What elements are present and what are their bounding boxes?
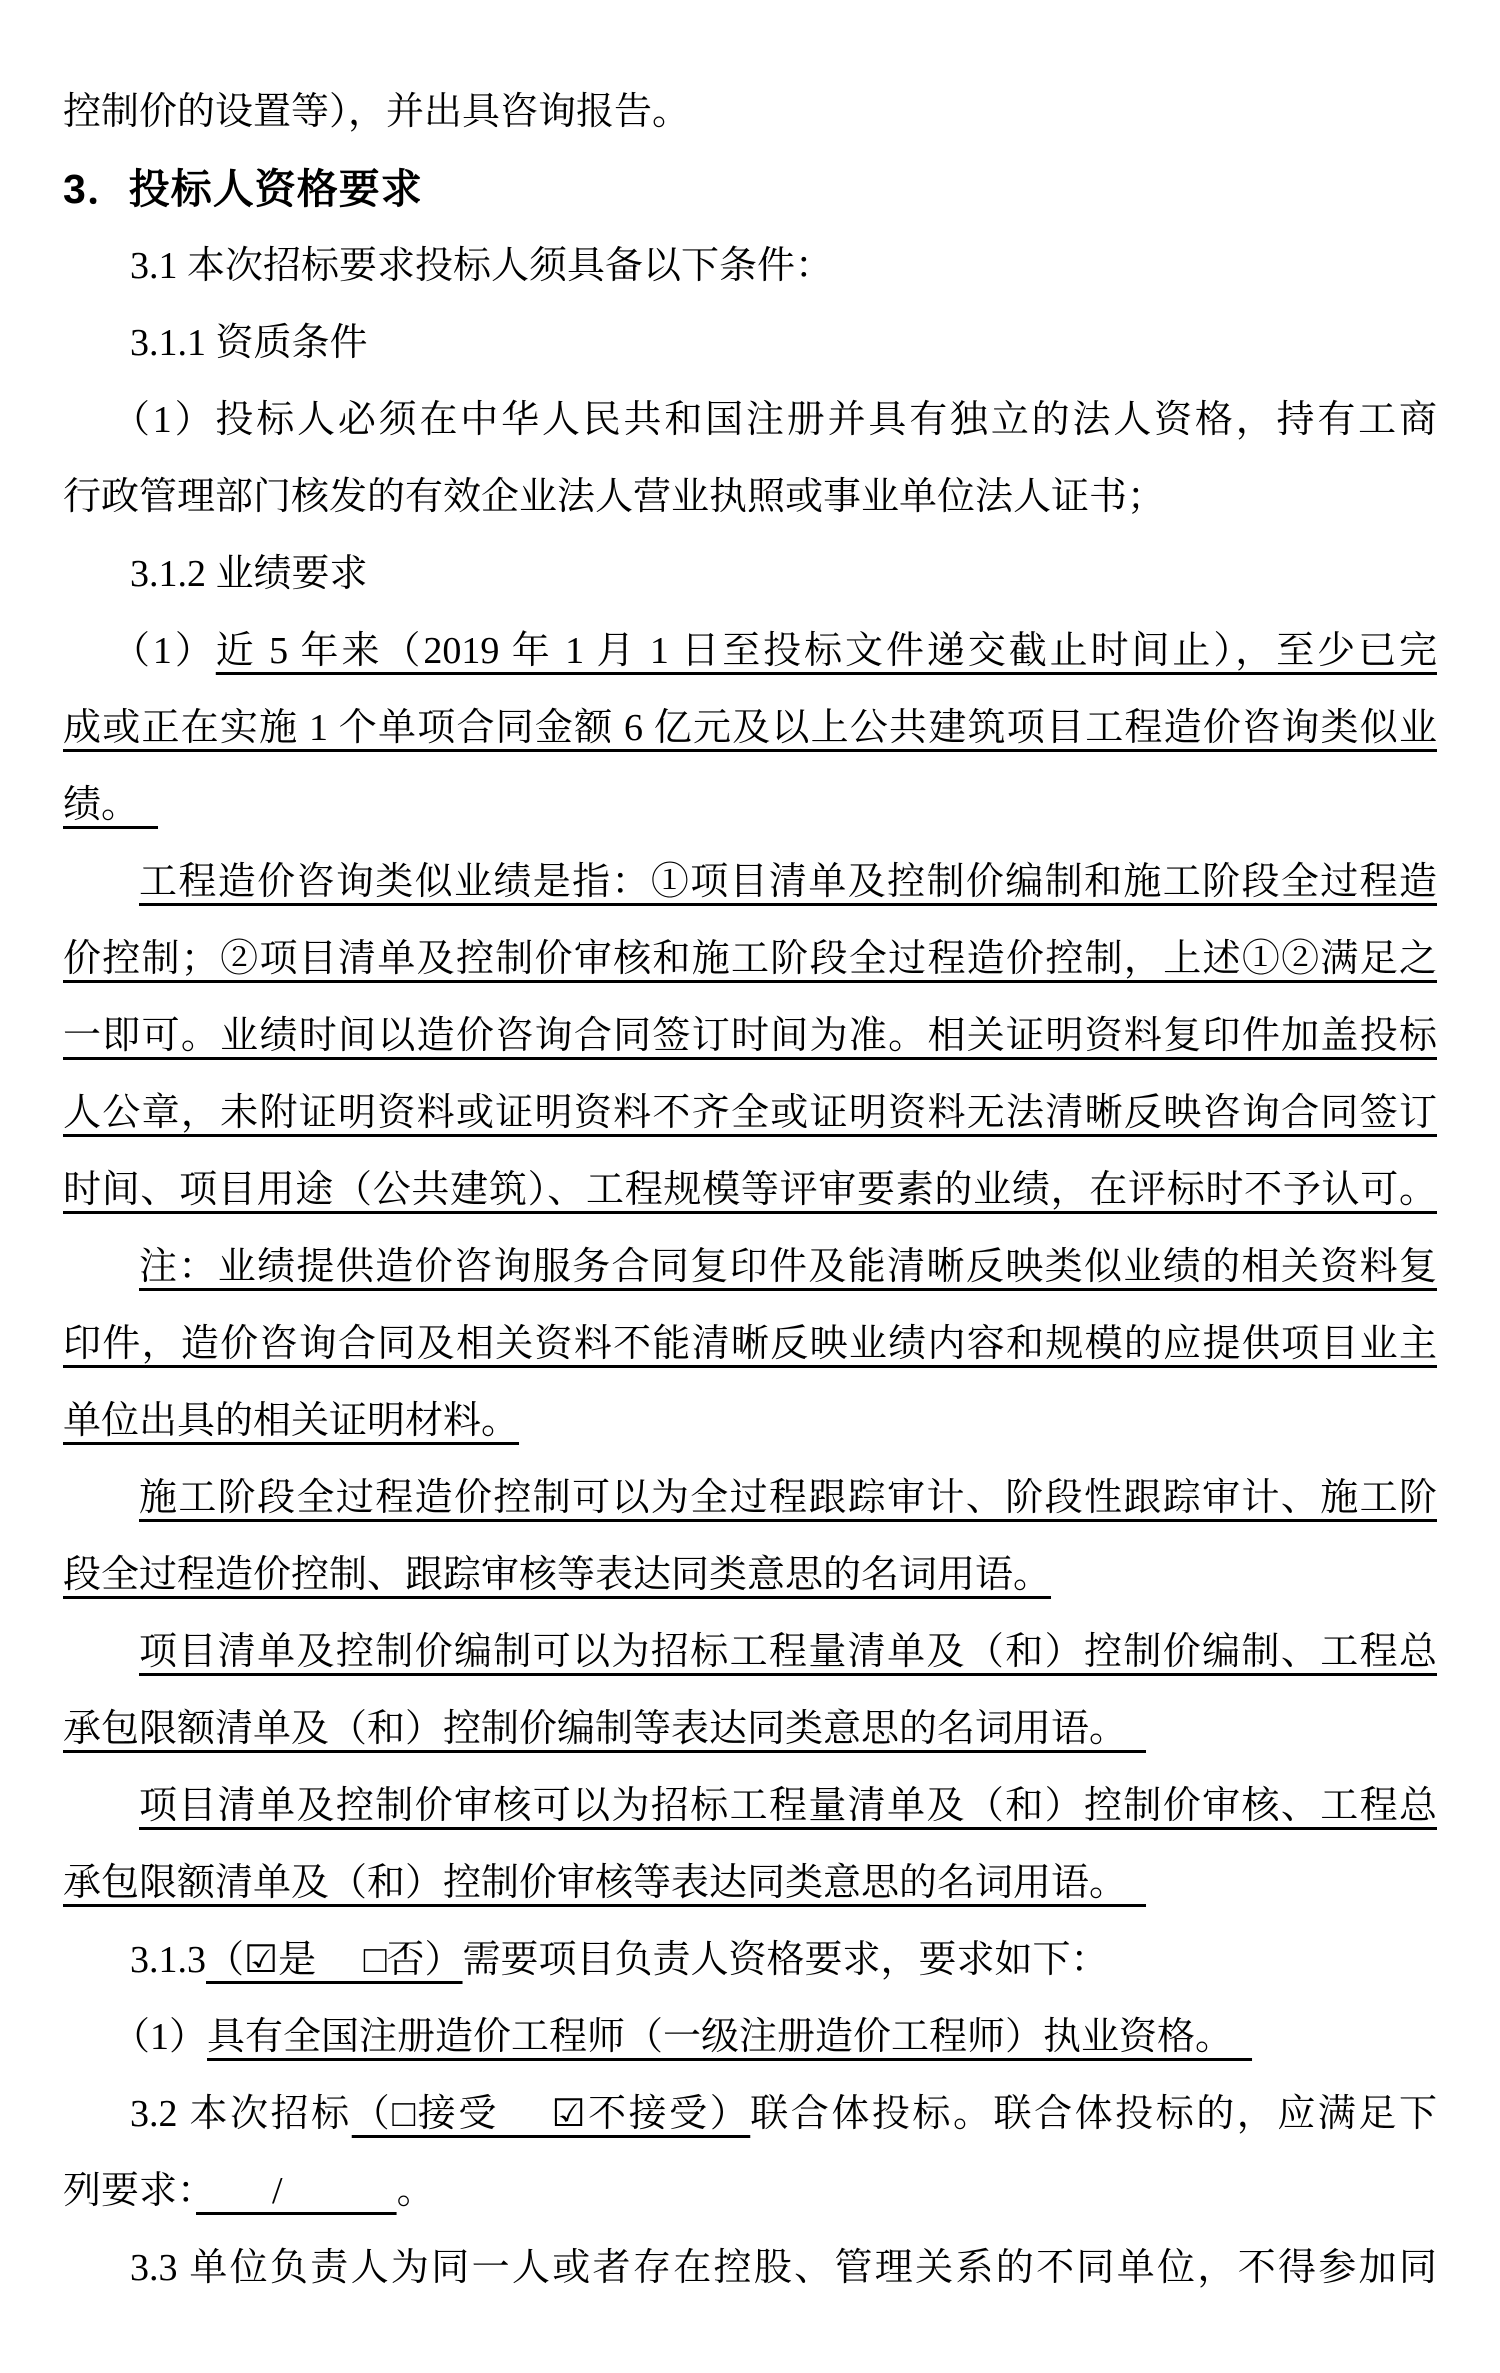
text-line xyxy=(63,1845,1437,1922)
text-run: 承包限额清单及（和）控制价审核等表达同类意思的名词用语。 xyxy=(63,1862,1147,1904)
text-run: 承包限额清单及（和）控制价编制等表达同类意思的名词用语。 xyxy=(63,1708,1147,1750)
consortium-bid-checkbox-run: （□接受 ☑不接受） xyxy=(351,2093,751,2135)
text-line xyxy=(63,1075,1437,1152)
text-line xyxy=(63,1691,1437,1768)
text-run: 成或正在实施 1 个单项合同金额 6 亿元及以上公共建筑项目工程造价咨询类似业 xyxy=(63,707,1437,749)
text-run: 3.1.3 xyxy=(130,1939,206,1981)
text-line xyxy=(63,613,1437,690)
text-run: （1） xyxy=(112,2016,208,2058)
text-line xyxy=(63,74,1437,151)
text-line xyxy=(63,1768,1437,1845)
text-line xyxy=(63,1152,1437,1229)
text-run: 3.1 本次招标要求投标人须具备以下条件： xyxy=(130,245,834,287)
text-line xyxy=(63,1229,1437,1306)
text-line xyxy=(63,1383,1437,1460)
text-run: 。 xyxy=(396,2170,435,2212)
text-line xyxy=(63,2153,1437,2230)
text-run: （1）投标人必须在中华人民共和国注册并具有独立的法人资格，持有工商 xyxy=(112,399,1437,441)
text-run: 3.1.1 资质条件 xyxy=(130,322,368,364)
text-line xyxy=(63,921,1437,998)
text-run: （1） xyxy=(112,630,216,672)
text-line xyxy=(63,2076,1437,2153)
text-run: 3．投标人资格要求 xyxy=(63,166,423,212)
tender-document-page xyxy=(63,0,1437,2307)
text-line xyxy=(63,1999,1437,2076)
text-run: 价控制；②项目清单及控制价审核和施工阶段全过程造价控制，上述①②满足之 xyxy=(63,938,1437,980)
text-line xyxy=(63,536,1437,613)
text-run: 3.3 单位负责人为同一人或者存在控股、管理关系的不同单位，不得参加同 xyxy=(130,2247,1437,2289)
text-line xyxy=(63,1614,1437,1691)
text-line xyxy=(63,1922,1437,1999)
text-run: 项目清单及控制价编制可以为招标工程量清单及（和）控制价编制、工程总 xyxy=(139,1631,1437,1673)
text-line xyxy=(63,690,1437,767)
text-run: 印件，造价咨询合同及相关资料不能清晰反映业绩内容和规模的应提供项目业主 xyxy=(63,1323,1437,1365)
text-line xyxy=(63,1537,1437,1614)
text-run: 绩。 xyxy=(63,784,159,826)
text-run: 单位出具的相关证明材料。 xyxy=(63,1400,520,1442)
text-run: 行政管理部门核发的有效企业法人营业执照或事业单位法人证书； xyxy=(63,476,1166,518)
text-run: 时间、项目用途（公共建筑）、工程规模等评审要素的业绩，在评标时不予认可。 xyxy=(63,1169,1437,1211)
text-run: 施工阶段全过程造价控制可以为全过程跟踪审计、阶段性跟踪审计、施工阶 xyxy=(139,1477,1437,1519)
text-run: 3.1.2 业绩要求 xyxy=(130,553,368,595)
text-run: 近 5 年来（2019 年 1 月 1 日至投标文件递交截止时间止），至少已完 xyxy=(215,630,1437,672)
text-run: 联合体投标。联合体投标的，应满足下 xyxy=(750,2093,1437,2135)
section-heading xyxy=(63,151,1437,228)
text-line xyxy=(63,382,1437,459)
text-line xyxy=(63,459,1437,536)
blank-slash-field: / xyxy=(196,2170,397,2212)
text-line xyxy=(63,228,1437,305)
text-run: 具有全国注册造价工程师（一级注册造价工程师）执业资格。 xyxy=(207,2016,1253,2058)
text-run: 段全过程造价控制、跟踪审核等表达同类意思的名词用语。 xyxy=(63,1554,1052,1596)
text-line xyxy=(63,998,1437,1075)
text-line xyxy=(63,2230,1437,2307)
text-line xyxy=(63,1306,1437,1383)
text-line xyxy=(63,305,1437,382)
text-run: 项目清单及控制价审核可以为招标工程量清单及（和）控制价审核、工程总 xyxy=(139,1785,1437,1827)
text-run: 列要求： xyxy=(63,2170,197,2212)
text-run: 控制价的设置等），并出具咨询报告。 xyxy=(63,91,691,133)
text-line xyxy=(63,844,1437,921)
text-line xyxy=(63,1460,1437,1537)
text-run: 人公章，未附证明资料或证明资料不齐全或证明资料无法清晰反映咨询合同签订 xyxy=(63,1092,1437,1134)
text-run: 工程造价咨询类似业绩是指：①项目清单及控制价编制和施工阶段全过程造 xyxy=(139,861,1437,903)
text-line xyxy=(63,767,1437,844)
text-run: 3.2 本次招标 xyxy=(130,2093,352,2135)
text-run: 注：业绩提供造价咨询服务合同复印件及能清晰反映类似业绩的相关资料复 xyxy=(139,1246,1437,1288)
text-run: 一即可。业绩时间以造价咨询合同签订时间为准。相关证明资料复印件加盖投标 xyxy=(63,1015,1437,1057)
project-leader-requirement-checkbox-run: （☑是 □否） xyxy=(206,1939,463,1981)
text-run: 需要项目负责人资格要求，要求如下： xyxy=(462,1939,1109,1981)
